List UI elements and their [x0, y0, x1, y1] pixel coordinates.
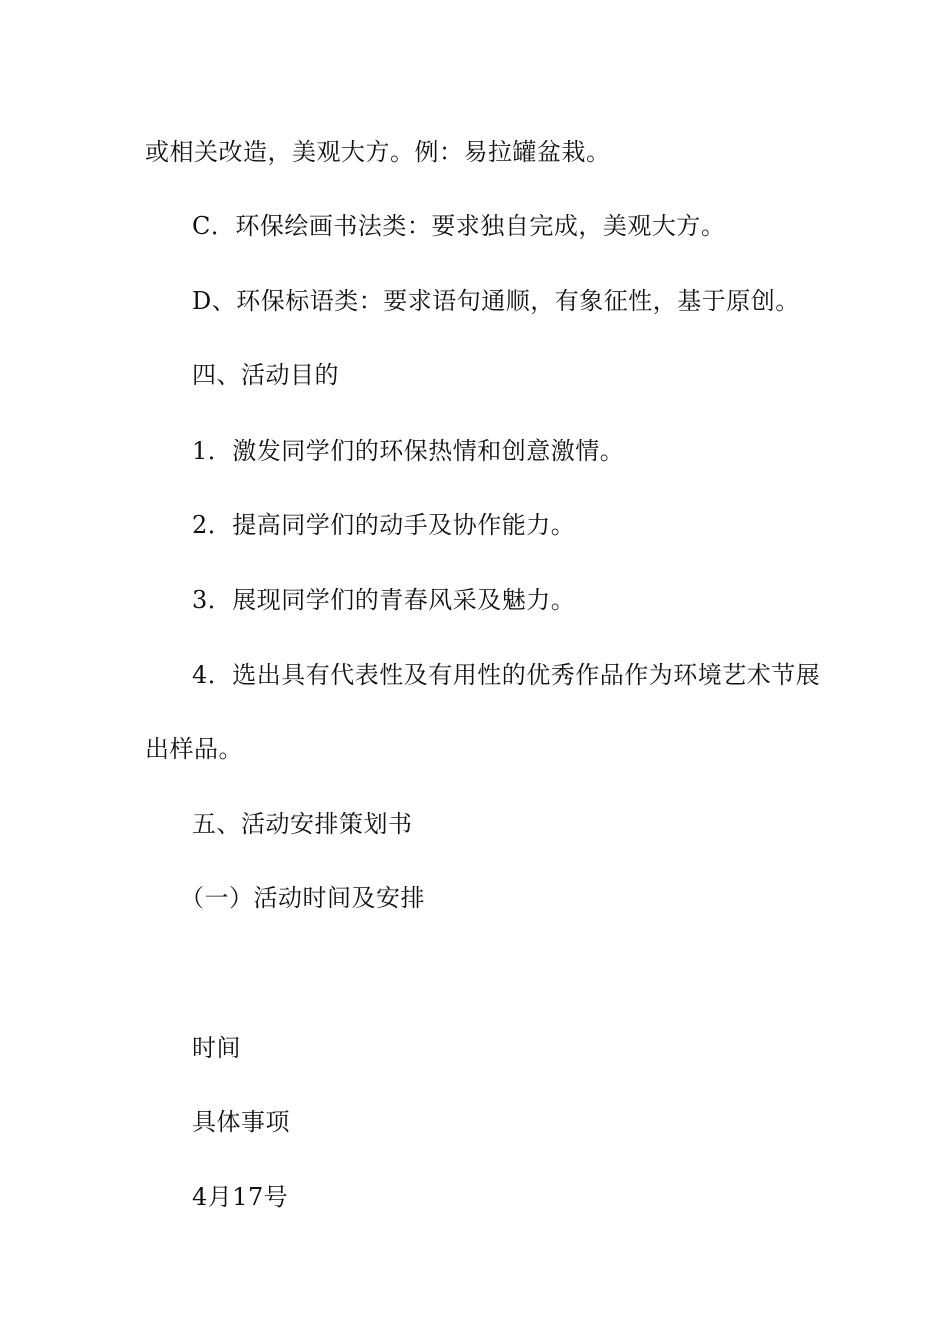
text-line-item-c: C．环保绘画书法类：要求独自完成，美观大方。: [192, 212, 726, 240]
text-line-goal-4-continued: 出样品。: [145, 735, 243, 763]
text-line-goal-4: 4．选出具有代表性及有用性的优秀作品作为环境艺术节展: [192, 661, 821, 689]
text-line-item-d: D、环保标语类：要求语句通顺，有象征性，基于原创。: [192, 287, 800, 315]
table-cell-date: 4月17号: [192, 1183, 289, 1211]
text-line-goal-3: 3．展现同学们的青春风采及魅力。: [192, 586, 576, 614]
table-header-time: 时间: [192, 1034, 241, 1062]
text-line-goal-1: 1．激发同学们的环保热情和创意激情。: [192, 437, 625, 465]
subsection-heading-1: （一）活动时间及安排: [180, 884, 425, 912]
text-line-continuation: 或相关改造，美观大方。例：易拉罐盆栽。: [145, 138, 611, 166]
table-header-items: 具体事项: [192, 1108, 290, 1136]
section-heading-4: 四、活动目的: [192, 361, 339, 389]
text-line-goal-2: 2．提高同学们的动手及协作能力。: [192, 511, 576, 539]
section-heading-5: 五、活动安排策划书: [192, 810, 413, 838]
